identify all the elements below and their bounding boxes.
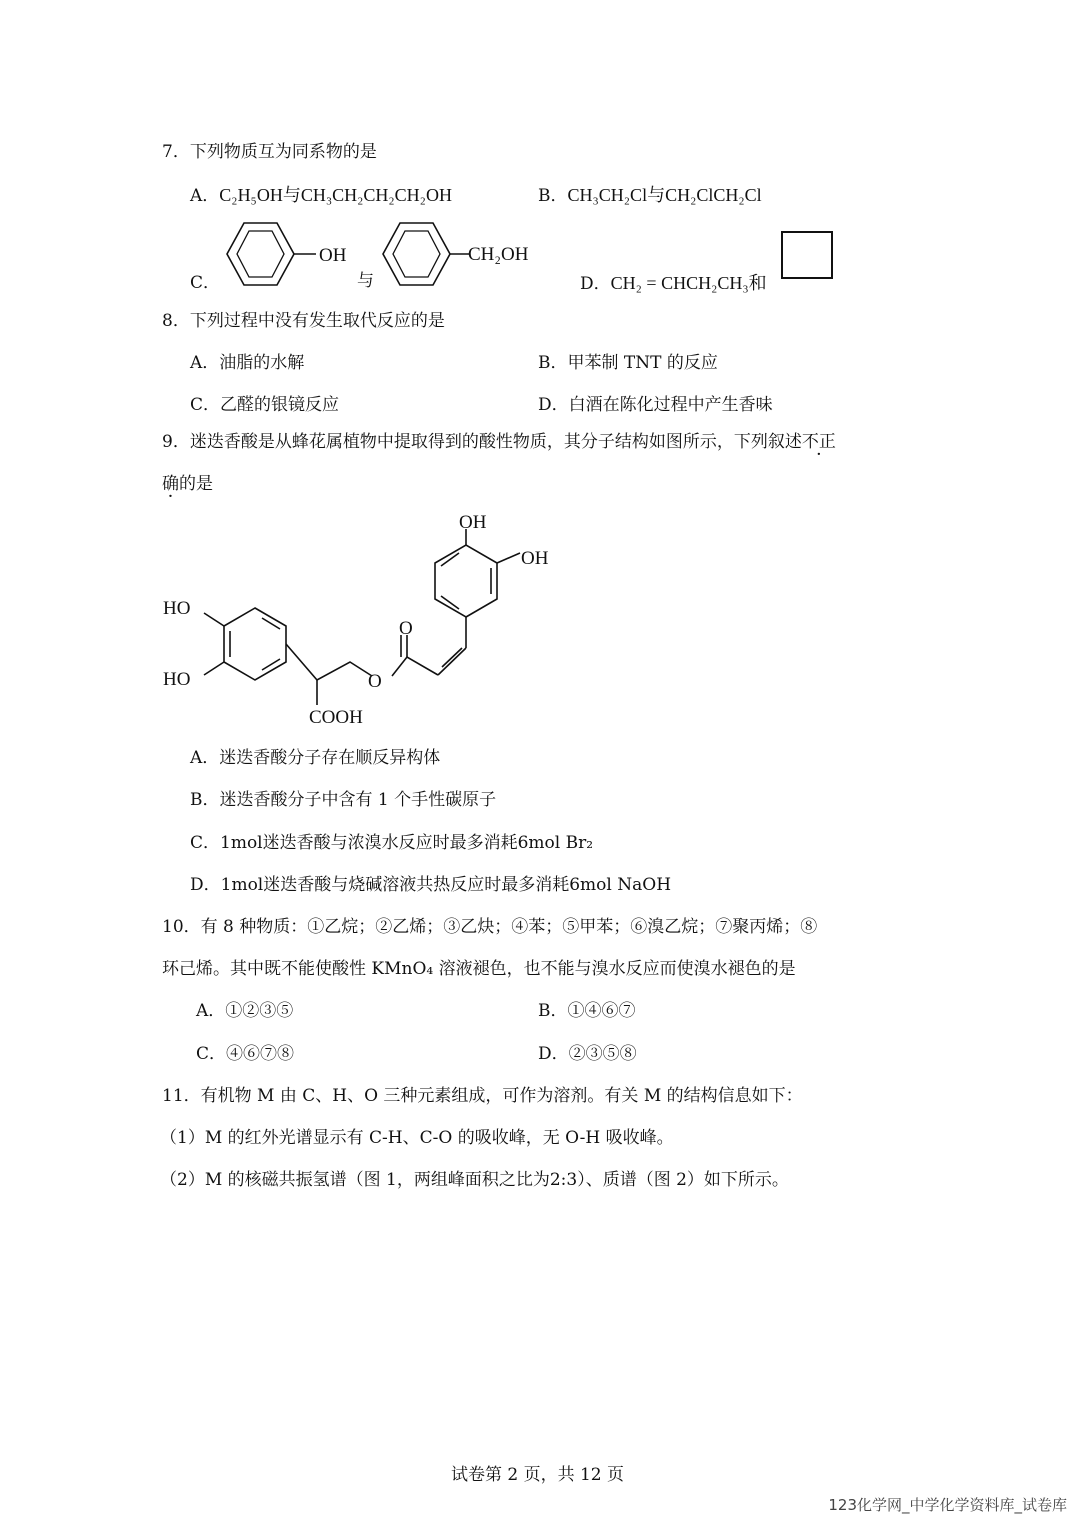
page-footer: 试卷第 2 页，共 12 页 <box>450 1465 625 1485</box>
q7-option-d <box>580 272 767 295</box>
q7-stem: 7．下列物质互为同系物的是 <box>162 142 377 162</box>
q10-option-c: C．④⑥⑦⑧ <box>196 1044 295 1064</box>
q8-option-a: A．油脂的水解 <box>190 353 305 373</box>
q7-option-a <box>190 184 452 207</box>
q9-stem-emphasis-2: 确 <box>162 474 179 494</box>
q10-option-b: B．①④⑥⑦ <box>538 1001 636 1021</box>
q8-option-c: C．乙醛的银镜反应 <box>190 395 340 415</box>
struct-o-carbonyl: O <box>399 618 413 639</box>
q10-option-a: A．①②③⑤ <box>196 1001 294 1021</box>
site-watermark: 123化学网_中学化学资料库_试卷库 <box>828 1496 1067 1514</box>
q9-stem-part2: 的是 <box>179 474 213 494</box>
q8-option-b: B．甲苯制 TNT 的反应 <box>538 353 718 373</box>
q7-c-prefix: C． <box>190 273 221 293</box>
q7-option-b <box>538 184 762 207</box>
q8-stem: 8．下列过程中没有发生取代反应的是 <box>162 311 445 331</box>
q11-info-1: （1）M 的红外光谱显示有 C-H、C-O 的吸收峰，无 O-H 吸收峰。 <box>160 1128 674 1148</box>
phenol-structure <box>222 220 312 290</box>
q7-a-formula: C₂H₅OH与CH₃CH₂CH₂CH₂OH <box>219 185 452 205</box>
q10-line1: 10．有 8 种物质：①乙烷；②乙烯；③乙炔；④苯；⑤甲苯；⑥溴乙烷；⑦聚丙烯；⑧ <box>162 917 818 937</box>
struct-oh-right: OH <box>521 548 549 569</box>
struct-o-ester: O <box>368 671 382 692</box>
struct-cooh: COOH <box>309 707 363 728</box>
q7-d-prefix: D． <box>580 274 611 294</box>
struct-oh-top: OH <box>459 512 487 533</box>
q9-option-a: A．迷迭香酸分子存在顺反异构体 <box>190 748 441 768</box>
struct-ho-bottom: HO <box>163 669 191 690</box>
q9-stem-line1 <box>162 431 836 453</box>
structure-linker <box>160 505 580 735</box>
q9-option-d: D．1mol迷迭香酸与烧碱溶液共热反应时最多消耗6mol NaOH <box>190 875 672 895</box>
cyclobutane-square <box>781 231 833 279</box>
q7-c-ch2oh: CH₂OH <box>468 244 529 265</box>
q7-c-and: 与 <box>357 271 374 291</box>
q9-option-b: B．迷迭香酸分子中含有 1 个手性碳原子 <box>190 790 497 810</box>
q9-option-c: C．1mol迷迭香酸与浓溴水反应时最多消耗6mol Br₂ <box>190 833 594 853</box>
struct-ho-top: HO <box>163 598 191 619</box>
q9-stem-part1: 9．迷迭香酸是从蜂花属植物中提取得到的酸性物质，其分子结构如图所示，下列叙述 <box>162 432 802 452</box>
benzyl-alcohol-structure <box>378 220 468 290</box>
q7-b-formula: CH₃CH₂Cl与CH₂ClCH₂Cl <box>567 185 762 205</box>
q10-option-d: D．②③⑤⑧ <box>538 1044 637 1064</box>
q7-c-oh: OH <box>319 245 347 266</box>
q7-b-prefix: B． <box>538 186 568 206</box>
q9-stem-line2 <box>162 473 213 495</box>
q7-a-prefix: A． <box>190 186 220 206</box>
q11-stem: 11．有机物 M 由 C、H、O 三种元素组成，可作为溶剂。有关 M 的结构信息如下： <box>162 1086 803 1106</box>
q7-d-formula: CH₂ = CHCH₂CH₃和 <box>610 273 767 293</box>
q9-stem-emphasis-1: 不正 <box>801 432 836 452</box>
q8-option-d: D．白酒在陈化过程中产生香味 <box>538 395 773 415</box>
q10-line2: 环己烯。其中既不能使酸性 KMnO₄ 溶液褪色，也不能与溴水反应而使溴水褪色的是 <box>162 959 796 979</box>
q11-info-2: （2）M 的核磁共振氢谱（图 1，两组峰面积之比为2:3）、质谱（图 2）如下所示。 <box>160 1170 789 1190</box>
